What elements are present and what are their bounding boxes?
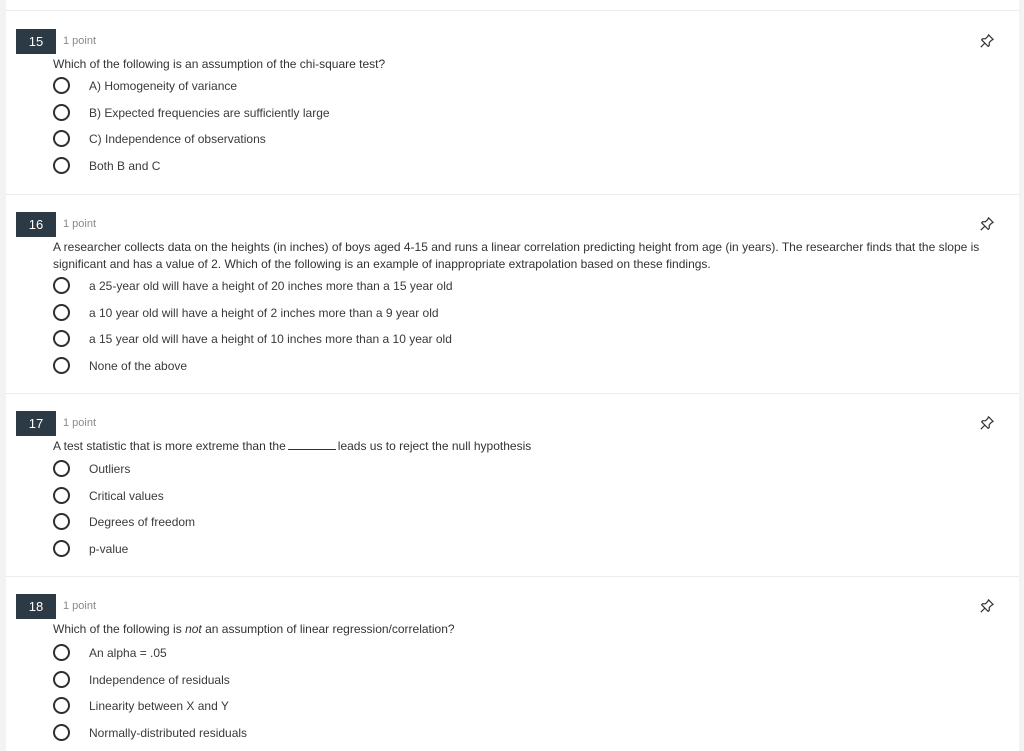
radio-button[interactable]	[53, 644, 70, 661]
divider	[6, 393, 1019, 394]
answer-option[interactable]	[53, 129, 653, 149]
option-label: Critical values	[89, 489, 164, 503]
question-number: 17	[16, 411, 56, 436]
question-points: 1 point	[63, 35, 97, 47]
option-label: a 15 year old will have a height of 10 inches more than a 10 year old	[89, 332, 452, 346]
question-text: A researcher collects data on the heights (in inches) of boys aged 4-15 and runs a linear correlation predicting height from age (in years). The researcher finds that the slope is significant and has a value of 2. Which of the following is an example of inappropriate extrapolation based on these findings.	[53, 240, 980, 271]
answer-option[interactable]	[53, 303, 653, 323]
radio-button[interactable]	[53, 157, 70, 174]
pin-icon[interactable]	[979, 216, 995, 232]
radio-button[interactable]	[53, 513, 70, 530]
question-text-emphasis: not	[185, 622, 202, 636]
answer-option[interactable]	[53, 512, 653, 532]
question-text: Which of the following is an assumption of the chi-square test?	[53, 57, 386, 71]
answer-option[interactable]	[53, 76, 653, 96]
divider	[6, 194, 1019, 195]
option-label: Both B and C	[89, 159, 161, 173]
answer-option[interactable]	[53, 103, 653, 123]
option-label: None of the above	[89, 359, 188, 373]
radio-button[interactable]	[53, 277, 70, 294]
question-number: 18	[16, 594, 56, 619]
option-label: B) Expected frequencies are sufficiently large	[89, 106, 330, 120]
option-label: An alpha = .05	[89, 646, 167, 660]
divider	[6, 576, 1019, 577]
fill-in-blank	[288, 440, 336, 450]
option-label: C) Independence of observations	[89, 132, 266, 146]
option-label: Outliers	[89, 462, 131, 476]
pin-icon[interactable]	[979, 598, 995, 614]
answer-option[interactable]	[53, 643, 653, 663]
answer-option[interactable]	[53, 459, 653, 479]
option-label: Independence of residuals	[89, 673, 230, 687]
option-label: Linearity between X and Y	[89, 699, 229, 713]
answer-option[interactable]	[53, 486, 653, 506]
question-points: 1 point	[63, 218, 97, 230]
divider	[6, 10, 1019, 11]
quiz-page	[6, 0, 1019, 751]
option-label: Normally-distributed residuals	[89, 726, 248, 740]
radio-button[interactable]	[53, 130, 70, 147]
question-points: 1 point	[63, 600, 97, 612]
radio-button[interactable]	[53, 357, 70, 374]
radio-button[interactable]	[53, 304, 70, 321]
answer-option[interactable]	[53, 156, 653, 176]
answer-option[interactable]	[53, 723, 653, 743]
radio-button[interactable]	[53, 540, 70, 557]
radio-button[interactable]	[53, 330, 70, 347]
option-label: a 10 year old will have a height of 2 inches more than a 9 year old	[89, 306, 439, 320]
answer-option[interactable]	[53, 670, 653, 690]
radio-button[interactable]	[53, 487, 70, 504]
pin-icon[interactable]	[979, 33, 995, 49]
question-text	[53, 621, 993, 638]
option-label: a 25-year old will have a height of 20 inches more than a 15 year old	[89, 279, 453, 293]
question-text-before: Which of the following is	[53, 622, 182, 636]
question-number: 16	[16, 212, 56, 237]
radio-button[interactable]	[53, 724, 70, 741]
question-text	[53, 438, 993, 455]
radio-button[interactable]	[53, 697, 70, 714]
question-points: 1 point	[63, 417, 97, 429]
answer-option[interactable]	[53, 276, 653, 296]
answer-option[interactable]	[53, 356, 653, 376]
question-text-before: A test statistic that is more extreme than the	[53, 439, 286, 453]
radio-button[interactable]	[53, 671, 70, 688]
option-label: p-value	[89, 542, 129, 556]
question-number: 15	[16, 29, 56, 54]
pin-icon[interactable]	[979, 415, 995, 431]
question-text-after: leads us to reject the null hypothesis	[337, 439, 532, 453]
question-text-after: an assumption of linear regression/correlation?	[205, 622, 455, 636]
answer-option[interactable]	[53, 696, 653, 716]
option-label: A) Homogeneity of variance	[89, 79, 238, 93]
answer-option[interactable]	[53, 539, 653, 559]
radio-button[interactable]	[53, 460, 70, 477]
answer-option[interactable]	[53, 329, 653, 349]
radio-button[interactable]	[53, 104, 70, 121]
radio-button[interactable]	[53, 77, 70, 94]
option-label: Degrees of freedom	[89, 515, 196, 529]
